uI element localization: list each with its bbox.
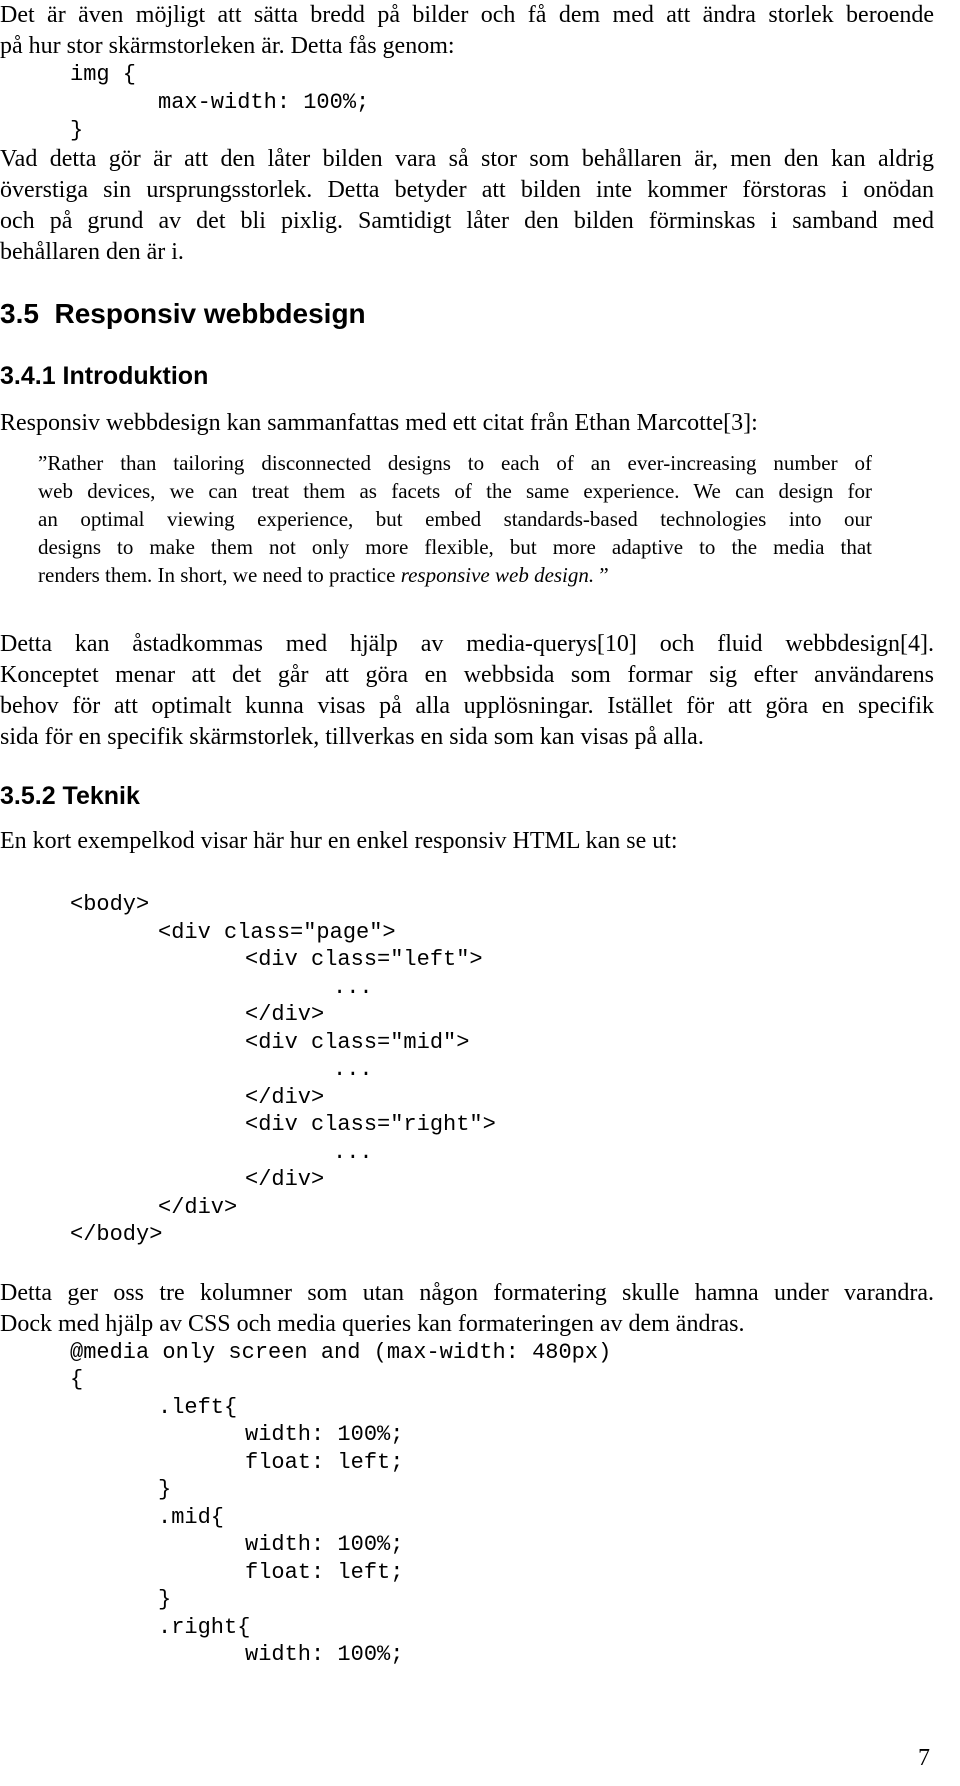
- intro-line-1: Det är även möjligt att sätta bredd på bilder och få dem med att ändra storlek beroende: [0, 2, 934, 28]
- code-css-line-7: .mid{: [158, 1505, 225, 1530]
- after-img-line-2: överstiga sin ursprungsstorlek. Detta betyder att bilden inte kommer förstoras i onödan: [0, 177, 934, 203]
- code-html-line-9: <div class="right">: [245, 1112, 496, 1137]
- after-quote-line-4: sida för en specifik skärmstorlek, tillverkas en sida som kan visas på alla.: [0, 724, 704, 750]
- code-css-line-11: .right{: [158, 1615, 251, 1640]
- after-code-line-1: Detta ger oss tre kolumner som utan någon formatering skulle hamna under varandra.: [0, 1280, 934, 1306]
- code-img-line-2: max-width: 100%;: [158, 90, 370, 115]
- citation-intro: Responsiv webbdesign kan sammanfattas med ett citat från Ethan Marcotte[3]:: [0, 410, 758, 436]
- page-number: 7: [918, 1745, 930, 1771]
- code-img-line-1: img {: [70, 62, 137, 87]
- section-heading: 3.5 Responsiv webbdesign: [0, 298, 366, 329]
- code-html-line-3: <div class="left">: [245, 947, 483, 972]
- code-intro: En kort exempelkod visar här hur en enkel responsiv HTML kan se ut:: [0, 828, 678, 854]
- code-html-line-7: ...: [333, 1057, 373, 1082]
- code-css-line-12: width: 100%;: [245, 1642, 404, 1667]
- code-css-line-4: width: 100%;: [245, 1422, 404, 1447]
- quote-line-2: web devices, we can treat them as facets of the same experience. We can design for: [38, 479, 872, 503]
- code-img-line-3: }: [70, 118, 84, 143]
- quote-emphasis: responsive web design.: [400, 563, 595, 587]
- code-css-line-10: }: [158, 1587, 172, 1612]
- code-html-line-12: </div>: [158, 1195, 238, 1220]
- code-css-line-9: float: left;: [245, 1560, 404, 1585]
- code-html-line-5: </div>: [245, 1002, 325, 1027]
- code-html-line-10: ...: [333, 1140, 373, 1165]
- code-html-line-11: </div>: [245, 1167, 325, 1192]
- quote-last-prefix: renders them. In short, we need to practice: [38, 563, 401, 587]
- quote-line-5: [38, 563, 609, 588]
- code-css-line-2: {: [70, 1367, 84, 1392]
- quote-line-4: designs to make them not only more flexible, but more adaptive to the media that: [38, 535, 872, 559]
- code-css-line-1: @media only screen and (max-width: 480px): [70, 1340, 612, 1365]
- quote-line-1: ”Rather than tailoring disconnected designs to each of an ever-increasing number of: [38, 451, 872, 475]
- code-html-line-6: <div class="mid">: [245, 1030, 470, 1055]
- after-code-line-2: Dock med hjälp av CSS och media queries kan formateringen av dem ändras.: [0, 1311, 745, 1337]
- intro-line-2: på hur stor skärmstorleken är. Detta fås genom:: [0, 33, 455, 59]
- quote-last-suffix: ”: [594, 563, 609, 587]
- code-css-line-3: .left{: [158, 1395, 238, 1420]
- after-quote-line-2: Konceptet menar att det går att göra en webbsida som formar sig efter användarens: [0, 662, 934, 688]
- after-img-line-4: behållaren den är i.: [0, 239, 184, 265]
- code-css-line-5: float: left;: [245, 1450, 404, 1475]
- code-html-line-1: <body>: [70, 892, 150, 917]
- subsection-heading-intro: 3.4.1 Introduktion: [0, 362, 209, 390]
- code-html-line-4: ...: [333, 975, 373, 1000]
- code-html-line-2: <div class="page">: [158, 920, 396, 945]
- after-quote-line-1: Detta kan åstadkommas med hjälp av media-querys[10] och fluid webbdesign[4].: [0, 631, 934, 657]
- after-img-line-3: och på grund av det bli pixlig. Samtidigt låter den bilden förminskas i samband med: [0, 208, 934, 234]
- quote-line-3: an optimal viewing experience, but embed standards-based technologies into our: [38, 507, 872, 531]
- code-html-line-8: </div>: [245, 1085, 325, 1110]
- code-css-line-6: }: [158, 1477, 172, 1502]
- after-img-line-1: Vad detta gör är att den låter bilden vara så stor som behållaren är, men den kan aldrig: [0, 146, 934, 172]
- after-quote-line-3: behov för att optimalt kunna visas på alla upplösningar. Istället för att göra en specifik: [0, 693, 934, 719]
- subsection-heading-tech: 3.5.2 Teknik: [0, 782, 140, 810]
- code-html-line-13: </body>: [70, 1222, 163, 1247]
- code-css-line-8: width: 100%;: [245, 1532, 404, 1557]
